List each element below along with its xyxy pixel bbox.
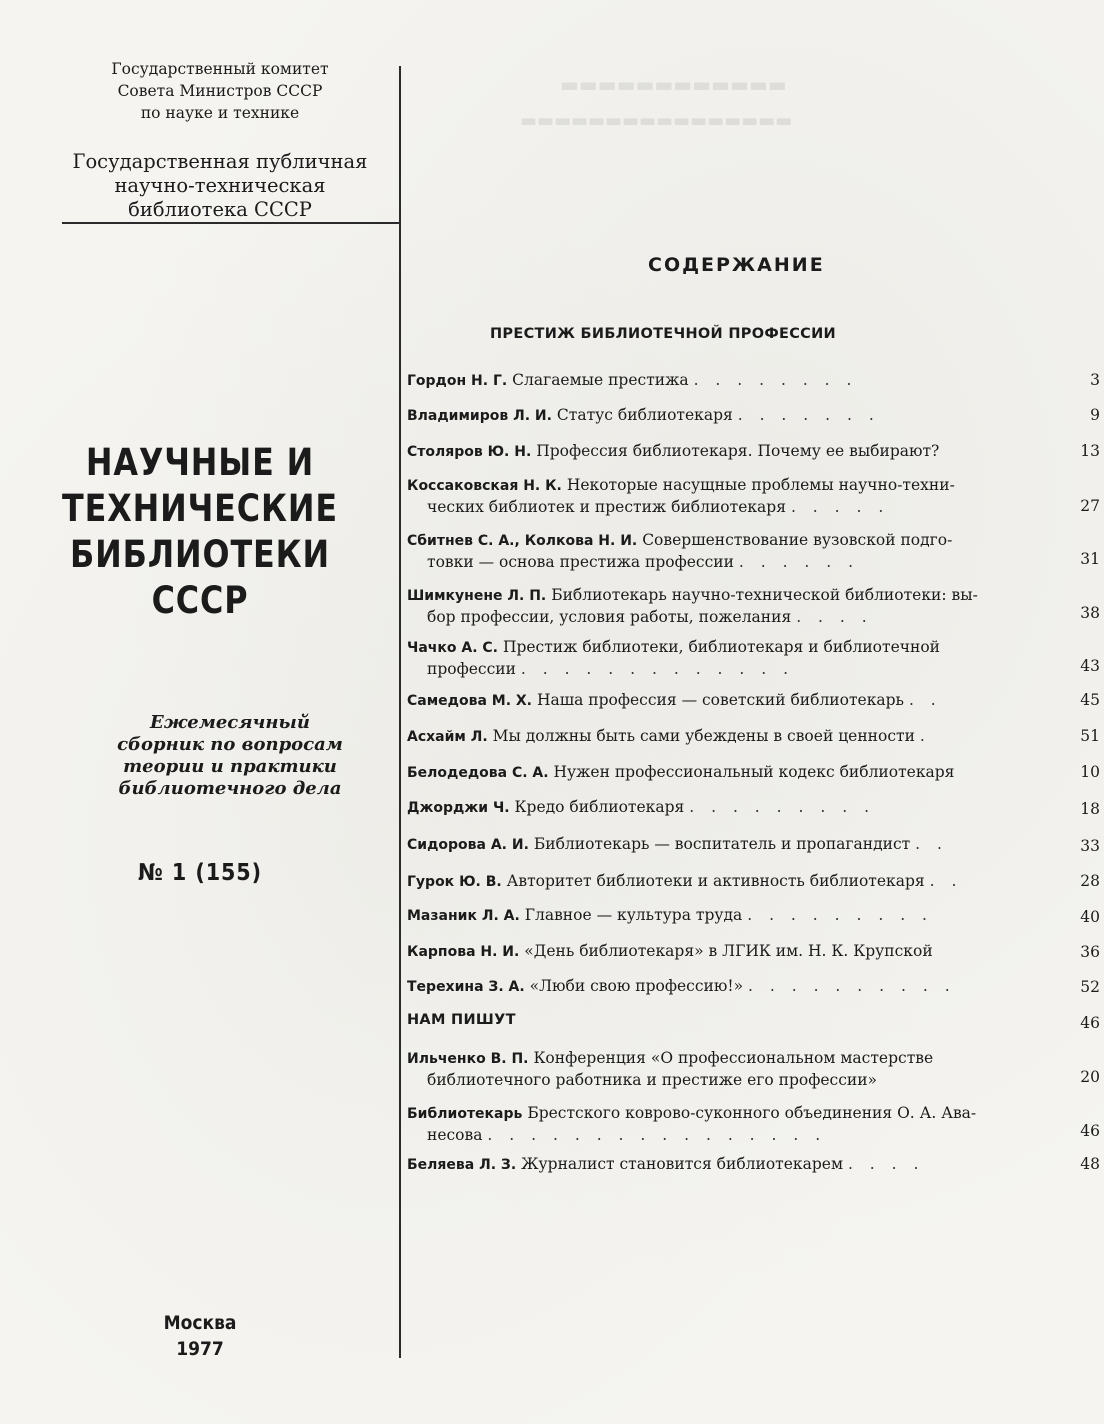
entry-page: 38: [1080, 604, 1100, 622]
entry-author: Самедова М. Х.: [407, 693, 533, 709]
entry-author: Карпова Н. И.: [407, 944, 520, 960]
entry-page: 10: [1080, 763, 1100, 781]
description-line: Ежемесячный: [150, 712, 310, 733]
toc-entry: [407, 762, 1039, 784]
entry-author: Сбитнев С. А., Колкова Н. И.: [407, 533, 638, 549]
entry-page: 46: [1080, 1122, 1100, 1140]
entry-author: Джорджи Ч.: [407, 800, 510, 816]
entry-title: Журналист становится библиотекарем: [521, 1155, 844, 1173]
entry-leader-dots: . .: [908, 691, 942, 709]
entry-page: 43: [1080, 657, 1100, 675]
entry-title-cont-text: профессии: [427, 660, 516, 678]
toc-entry: [407, 941, 1039, 963]
entry-leader-dots: . . . . . . . . . . . . . . . .: [487, 1126, 827, 1144]
entry-leader-dots: . . . .: [796, 608, 873, 626]
journal-title-line: БИБЛИОТЕКИ: [70, 533, 330, 576]
entry-page: 13: [1080, 442, 1100, 460]
entry-page: 18: [1080, 800, 1100, 818]
toc-entry: [407, 905, 1039, 927]
journal-title-line: СССР: [151, 579, 249, 622]
entry-title: Кредо библиотекаря: [514, 798, 685, 816]
toc-entry: [407, 637, 1039, 680]
entry-title: Библиотекарь научно-технической библиотеки: вы-: [551, 586, 978, 604]
toc-entry: [407, 1048, 1039, 1091]
entry-title-cont-text: ческих библиотек и престиж библиотекаря: [427, 498, 786, 516]
entry-leader-dots: . .: [929, 872, 963, 890]
entry-leader-dots: . . . . . . .: [737, 406, 880, 424]
entry-title: Нужен профессиональный кодекс библиотекаря: [553, 763, 955, 781]
toc-entry: [407, 441, 1039, 463]
committee-line: Государственный комитет: [111, 60, 329, 78]
publisher-committee: [60, 58, 380, 124]
entry-title: Совершенствование вузовской подго-: [642, 531, 953, 549]
toc-entry: [407, 726, 1039, 748]
table-of-contents: [400, 0, 1104, 1424]
issue-number: № 1 (155): [138, 860, 262, 886]
entry-page: 28: [1080, 872, 1100, 890]
toc-entry: [407, 871, 1039, 893]
entry-page: 33: [1080, 837, 1100, 855]
entry-title-continued: [407, 607, 1039, 628]
entry-leader-dots: . . . . . . . . . .: [748, 977, 956, 995]
show-through-texture: ▬▬▬▬▬▬▬▬▬▬▬▬: [560, 76, 787, 100]
imprint-city: Москва: [163, 1312, 237, 1334]
entry-leader-dots: . .: [915, 835, 948, 853]
entry-page: 40: [1080, 908, 1100, 926]
toc-entry: [407, 1103, 1039, 1146]
entry-leader-dots: . . . . . . . . .: [747, 906, 933, 924]
journal-description: [60, 712, 400, 800]
imprint: [20, 1310, 380, 1362]
entry-title-continued: [407, 497, 1039, 518]
entry-page: 27: [1080, 497, 1100, 515]
entry-title-continued: [407, 1070, 1039, 1091]
entry-title: Библиотекарь — воспитатель и пропагандист: [533, 835, 911, 853]
entry-author: Гордон Н. Г.: [407, 373, 508, 389]
entry-page: 36: [1080, 943, 1100, 961]
entry-page: 45: [1080, 691, 1100, 709]
entry-author: Ильченко В. П.: [407, 1051, 529, 1067]
entry-leader-dots: . . . . . . . . .: [689, 798, 876, 816]
entry-title-continued: [407, 552, 1039, 573]
toc-entry: [407, 405, 1039, 427]
entry-author: Асхайм Л.: [407, 729, 488, 745]
entry-title: Конференция «О профессиональном мастерстве: [533, 1049, 934, 1067]
entry-page: 9: [1090, 406, 1100, 424]
committee-line: Совета Министров СССР: [117, 82, 323, 100]
entry-author: Сидорова А. И.: [407, 837, 529, 853]
entry-page: 3: [1090, 371, 1100, 389]
left-column: [0, 0, 400, 1424]
library-line: Государственная публичная: [72, 150, 368, 173]
toc-entry: [407, 585, 1039, 628]
entry-title-continued: [407, 1125, 1039, 1146]
entry-leader-dots: . . . . . .: [738, 553, 860, 571]
description-line: библиотечного дела: [118, 778, 342, 799]
entry-title: Профессия библиотекаря. Почему ее выбирают?: [536, 442, 940, 460]
publisher-library: [60, 150, 380, 222]
section-heading: ПРЕСТИЖ БИБЛИОТЕЧНОЙ ПРОФЕССИИ: [490, 326, 836, 342]
imprint-year: 1977: [176, 1338, 224, 1360]
toc-entry: [407, 834, 1039, 856]
entry-title: Некоторые насущные проблемы научно-техни-: [566, 476, 955, 494]
entry-page: 31: [1080, 550, 1100, 568]
toc-entry: [407, 1154, 1039, 1176]
subsection-page: 46: [1080, 1014, 1100, 1032]
entry-author: Чачко А. С.: [407, 640, 498, 656]
entry-title-cont-text: несова: [427, 1126, 483, 1144]
entry-title: Статус библиотекаря: [556, 406, 733, 424]
journal-title-line: НАУЧНЫЕ И: [85, 441, 315, 484]
entry-title-cont-text: бор профессии, условия работы, пожелания: [427, 608, 792, 626]
entry-title-continued: [407, 659, 1039, 680]
entry-author: Белодедова С. А.: [407, 765, 549, 781]
entry-author: Мазаник Л. А.: [407, 908, 520, 924]
entry-title-cont-text: библиотечного работника и престиже его профессии»: [427, 1071, 878, 1089]
subsection-heading: НАМ ПИШУТ: [407, 1012, 516, 1028]
toc-entry: [407, 370, 1039, 392]
toc-entry: [407, 976, 1039, 998]
entry-author: Владимиров Л. И.: [407, 408, 552, 424]
description-line: сборник по вопросам: [117, 734, 343, 755]
entry-title: Брестского коврово-суконного объединения О. А. Ава-: [527, 1104, 977, 1122]
journal-title: [28, 440, 372, 624]
entry-title: Наша профессия — советский библиотекарь: [536, 691, 904, 709]
entry-leader-dots: . . . .: [847, 1155, 925, 1173]
entry-title: Главное — культура труда: [524, 906, 743, 924]
entry-page: 20: [1080, 1068, 1100, 1086]
entry-author: Шимкунене Л. П.: [407, 588, 547, 604]
entry-title: Авторитет библиотеки и активность библиотекаря: [506, 872, 925, 890]
entry-leader-dots: . . . . . . . . . . . . .: [520, 660, 795, 678]
entry-leader-dots: . . . . .: [790, 498, 890, 516]
entry-author: Гурок Ю. В.: [407, 874, 502, 890]
show-through-texture: ▬▬▬▬▬▬▬▬▬▬▬▬▬▬▬▬: [520, 112, 793, 133]
entry-leader-dots: .: [919, 727, 931, 745]
entry-leader-dots: . . . . . . . .: [693, 371, 858, 389]
entry-author: Коссаковская Н. К.: [407, 478, 562, 494]
entry-author: Терехина З. А.: [407, 979, 525, 995]
library-line: научно-техническая: [114, 174, 326, 197]
entry-title: Престиж библиотеки, библиотекаря и библиотечной: [502, 638, 941, 656]
description-line: теории и практики: [123, 756, 337, 777]
entry-title: «Люби свою профессию!»: [529, 977, 744, 995]
journal-title-line: ТЕХНИЧЕСКИЕ: [62, 487, 338, 530]
toc-entry: [407, 797, 1039, 819]
entry-page: 52: [1080, 978, 1100, 996]
entry-page: 51: [1080, 727, 1100, 745]
committee-line: по науке и технике: [140, 104, 300, 122]
library-line: библиотека СССР: [128, 198, 312, 221]
contents-column: [400, 0, 1104, 1424]
entry-author: Библиотекарь: [407, 1106, 523, 1122]
entry-title: Мы должны быть сами убеждены в своей ценности: [492, 727, 915, 745]
entry-author: Столяров Ю. Н.: [407, 444, 532, 460]
contents-heading: СОДЕРЖАНИЕ: [648, 254, 825, 276]
entry-page: 48: [1080, 1155, 1100, 1173]
toc-entry: [407, 530, 1039, 573]
toc-entry: [407, 690, 1039, 712]
entry-author: Беляева Л. З.: [407, 1157, 517, 1173]
toc-entry: [407, 475, 1039, 518]
entry-title: Слагаемые престижа: [512, 371, 689, 389]
horizontal-divider: [62, 222, 400, 224]
entry-title-cont-text: товки — основа престижа профессии: [427, 553, 734, 571]
entry-title: «День библиотекаря» в ЛГИК им. Н. К. Крупской: [524, 942, 933, 960]
